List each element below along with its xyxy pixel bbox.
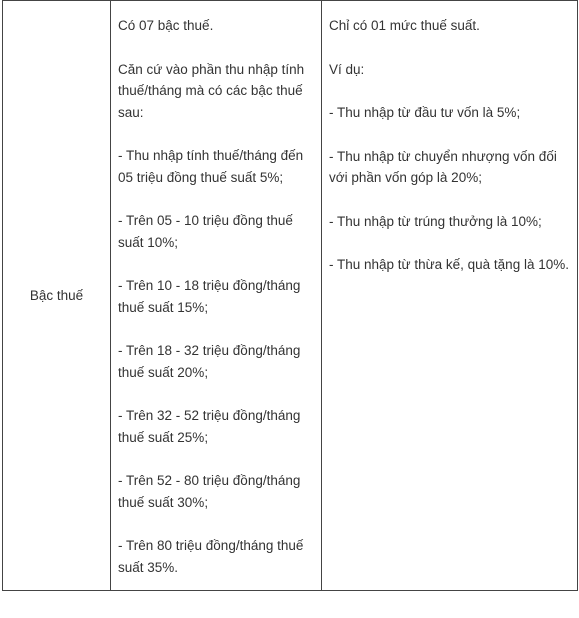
paragraph: Chỉ có 01 mức thuế suất. xyxy=(329,18,480,33)
tax-rate-example: - Thu nhập từ chuyển nhượng vốn đối với phần vốn góp là 20%; xyxy=(329,148,557,185)
paragraph: Căn cứ vào phần thu nhập tính thuế/tháng mà có các bậc thuế sau: xyxy=(118,61,305,120)
table-row xyxy=(3,1,578,591)
flat-tax-cell xyxy=(322,1,578,591)
tax-rate-example: - Thu nhập từ đầu tư vốn là 5%; xyxy=(329,105,521,120)
progressive-tax-cell xyxy=(111,1,322,591)
tax-bracket-item: - Trên 80 triệu đồng/tháng thuế suất 35%. xyxy=(118,538,304,575)
tax-bracket-item: - Trên 52 - 80 triệu đồng/tháng thuế suất 30%; xyxy=(118,473,301,510)
tax-rate-example: - Thu nhập từ trúng thưởng là 10%; xyxy=(329,213,542,229)
tax-bracket-item: - Thu nhập tính thuế/tháng đến 05 triệu đồng thuế suất 5%; xyxy=(118,148,304,185)
paragraph: Ví dụ: xyxy=(329,61,365,77)
row-label-cell xyxy=(3,1,111,591)
tax-rate-example: - Thu nhập từ thừa kế, quà tặng là 10%. xyxy=(329,257,569,272)
tax-bracket-item: - Trên 32 - 52 triệu đồng/tháng thuế suất 25%; xyxy=(118,408,301,445)
tax-comparison-table xyxy=(2,0,578,591)
paragraph: Có 07 bậc thuế. xyxy=(118,18,214,33)
tax-bracket-item: - Trên 05 - 10 triệu đồng thuế suất 10%; xyxy=(118,213,293,250)
tax-bracket-item: - Trên 18 - 32 triệu đồng/tháng thuế suất 20%; xyxy=(118,343,301,380)
row-label: Bậc thuế xyxy=(29,288,84,303)
tax-bracket-item: - Trên 10 - 18 triệu đồng/tháng thuế suất 15%; xyxy=(118,278,301,315)
